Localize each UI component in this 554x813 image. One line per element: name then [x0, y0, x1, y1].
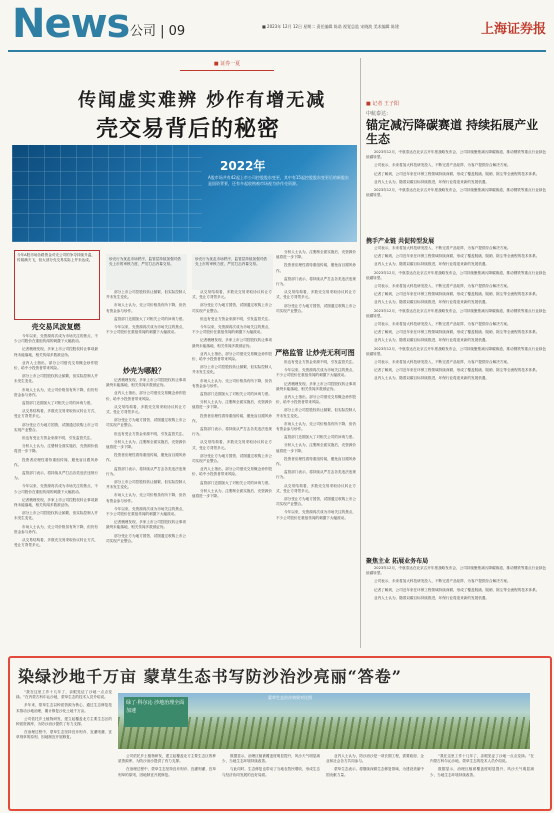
paragraph: “我在这里工作十几年了，亲眼见证了沙地一点点变绿。”在内蒙古科尔沁沙地，蒙草生态的技术人员介绍说。	[16, 690, 112, 700]
paragraph: 蒙草生态表示，将继续深耕生态修复领域，为建设美丽中国贡献力量。	[326, 767, 424, 777]
lead-column-4b	[276, 360, 356, 648]
paragraph: 业内人士认为，随着双碳目标持续推进，环保行业将迎来新的发展机遇。	[374, 595, 489, 600]
paragraph: 业内人士认为，随着双碳目标持续推进，环保行业将迎来新的发展机遇。	[374, 300, 489, 305]
paragraph: 部分受让方为地方国资，试图通过收购上市公司实现产业整合。	[14, 422, 98, 432]
paragraph: 分析人士认为，注册制全面实施后，壳资源价值将进一步下降。	[14, 444, 98, 454]
paragraph: 投资者应理性看待重组传闻，避免盲目跟风炒作。	[192, 413, 272, 423]
paragraph: 但也有受让方资金来源不明，引发监管关注。	[114, 431, 186, 436]
paragraph: 投资者应理性看待重组传闻，避免盲目跟风炒作。	[276, 456, 356, 467]
lead-quote: 炒壳行为扰乱市场秩序，监管层持续加强对借壳上市的审核力度，严厉打击内幕交易。	[106, 254, 187, 290]
paragraph: 部分上市公司控股权转让频繁，但实际控制人并未发生变化。	[106, 290, 186, 300]
feature-column-5	[430, 754, 534, 802]
paragraph: 市场人士认为，壳公司价格虽有所下降，但仍有资金参与炒作。	[14, 524, 98, 534]
paper-logo: 上海证券报	[480, 22, 546, 37]
paragraph: 但也有受让方资金来源不明，引发监管关注。	[22, 436, 94, 441]
feature-photo-caption: 蒙草生态治沙效果对比图	[268, 695, 312, 700]
feature-photo-label: 绿了·科尔沁 沙地治理全面加速	[124, 697, 188, 727]
paragraph: 公司依托乡土植物研发，建立起覆盖北方主要生态区的种质资源库，为防沙治沙提供了有力支撑。	[16, 716, 112, 727]
right-column-a	[366, 150, 546, 230]
paragraph: 今年以来，壳资源再次成为市场关注的焦点，不少公司股价在重组传闻的刺激下大幅波动。	[276, 368, 356, 378]
paragraph: 监管部门近期加大了对相关公司的问询力度。	[200, 480, 272, 485]
paragraph: 业内人士指出，部分公司借壳交易概念炒作股价，给中小投资者带来风险。	[192, 467, 272, 477]
paragraph: 数据显示，治理区植被覆盖度明显提升，风沙天气明显减少，当地生态环境持续改善。	[430, 767, 534, 777]
paragraph: 分析人士认为，注册制全面实施后，壳资源价值将进一步下降。	[192, 488, 272, 499]
lead-quote-2: 炒壳行为扰乱市场秩序，监管层持续加强对借壳上市的审核力度，严厉打击内幕交易。	[192, 254, 273, 290]
paragraph: 部分上市公司控股权转让频繁，但实际控制人并未发生变化。	[14, 511, 98, 521]
lead-intro-box	[14, 250, 100, 320]
paragraph: 分析人士认为，注册制全面实施后，壳资源价值将进一步下降。	[192, 400, 272, 410]
paragraph: 公司表示，未来将加大科技研发投入，不断完善产品矩阵，为客户提供综合解决方案。	[374, 284, 511, 289]
paragraph: 公司表示，未来将加大科技研发投入，不断完善产品矩阵，为客户提供综合解决方案。	[374, 322, 511, 327]
paragraph: 今年以来，壳资源再次成为市场关注的焦点，不少公司股价在重组传闻的刺激下大幅波动。	[106, 325, 186, 335]
paragraph: 业内人士认为，随着双碳目标持续推进，环保行业将迎来新的发展机遇。	[374, 262, 489, 267]
paragraph: 2023年12月，中航泰达在北京召开年度战略发布会，公司持续聚焦减污降碳赛道，推动钢铁等重点行业绿色低碳转型。	[366, 566, 546, 576]
paragraph: 监管部门表示，将持续从严打击各类违法违规行为。	[106, 466, 186, 476]
lead-sub-headline: 传闻虚实难辨 炒作有增无减	[78, 90, 327, 111]
paragraph: 市场人士认为，壳公司价格虽有所下降，但仍有资金参与炒作。	[106, 303, 186, 313]
right-column-b	[366, 246, 546, 550]
lead-column-4a	[276, 250, 356, 344]
paragraph: 市场人士认为，壳公司价格虽有所下降，但仍有资金参与炒作。	[106, 493, 186, 503]
lead-intro-text: 今年A股市场各路资金对壳公司的争夺持续升温，传闻满天飞，但大部分壳交易实际上并未达成。	[17, 253, 95, 263]
paragraph: 数据显示，治理区植被覆盖度明显提升，风沙天气明显减少，当地生态环境持续改善。	[222, 754, 320, 764]
paragraph: 业内人士指出，部分公司借壳交易概念炒作股价，给中小投资者带来风险。	[106, 391, 186, 401]
paragraph: 部分上市公司控股权转让频繁，但实际控制人并未发生变化。	[106, 480, 186, 490]
paragraph: 分析人士认为，注册制全面实施后，壳资源价值将进一步下降。	[106, 439, 186, 450]
paragraph: 部分受让方为地方国资，试图通过收购上市公司实现产业整合。	[192, 303, 272, 313]
paragraph: 部分受让方为地方国资，试图通过收购上市公司实现产业整合。	[192, 453, 272, 464]
paragraph: 业内人士认为，随着双碳目标持续推进，环保行业将迎来新的发展机遇。	[374, 338, 489, 343]
paragraph: 从交易结构看，多数壳交易采取协议转让方式，受让方背景多元。	[14, 409, 98, 419]
paragraph: 业内人士指出，部分公司借壳交易概念炒作股价，给中小投资者带来风险。	[276, 395, 356, 405]
paragraph: 在治理过程中，蒙草生态坚持宜乔则乔、宜灌则灌、宜草则草的原则，因地制宜开展修复。	[16, 730, 112, 740]
paragraph: 部分上市公司控股权转让频繁，但实际控制人并未发生变化。	[276, 408, 356, 418]
paragraph: 监管部门近期加大了对相关公司的问询力度。	[284, 435, 356, 440]
paragraph: 从交易结构看，多数壳交易采取协议转让方式，受让方背景多元。	[276, 290, 356, 300]
right-kicker: ■ 记者 王子阳	[366, 101, 399, 107]
paragraph: 投资者应理性看待重组传闻，避免盲目跟风炒作。	[14, 457, 98, 467]
paragraph: 部分受让方为地方国资，试图通过收购上市公司实现产业整合。	[276, 303, 356, 313]
paragraph: 多年来，蒙草生态以种质资源为核心，通过生态修复技术推动沙地治理，累计修复沙化土地千万亩。	[16, 703, 112, 713]
hero-building-pattern	[12, 145, 202, 242]
right-column-c	[366, 566, 546, 648]
masthead-divider	[8, 50, 546, 52]
right-subhead-2: 聚焦主业 拓展业务布局	[366, 558, 429, 565]
right-headline: 锚定减污降碳赛道 持续拓展产业生态	[366, 118, 539, 146]
paragraph: 市场人士认为，壳公司价格虽有所下降，但仍有资金参与炒作。	[14, 387, 98, 397]
right-subhead-1: 携手产业链 共促转型发展	[366, 238, 435, 245]
paragraph: 2023年12月，中航泰达在北京召开年度战略发布会，公司持续聚焦减污降碳赛道，推动钢铁等重点行业绿色低碳转型。	[366, 270, 546, 280]
paragraph: 2023年12月，中航泰达在北京召开年度战略发布会，公司持续聚焦减污降碳赛道，推动钢铁等重点行业绿色低碳转型。	[366, 150, 546, 160]
lead-column-2a	[106, 290, 186, 362]
lead-headline: 壳交易背后的秘密	[96, 116, 281, 142]
hero-text: A股市场共有42起上市公司控股股东变更，其中有15起控股股东变更后的新股东是国资背景，还有多起收购被市场视为炒作壳资源。	[208, 175, 349, 186]
paragraph: 公司表示，未来将加大科技研发投入，不断完善产品矩阵，为客户提供综合解决方案。	[374, 163, 511, 168]
lead-section-1: 壳交易风波复燃	[31, 323, 81, 331]
paragraph: 监管部门近期加大了对相关公司的问询力度。	[200, 392, 272, 397]
paragraph: 今年以来，壳资源再次成为市场关注的焦点，不少公司股价在重组传闻的刺激下大幅波动。	[276, 510, 356, 520]
paragraph: 今年以来，壳资源再次成为市场关注的焦点，不少公司股价在重组传闻的刺激下大幅波动。	[106, 506, 186, 517]
paragraph: 部分受让方为地方国资，试图通过收购上市公司实现产业整合。	[276, 497, 356, 507]
feature-photo	[118, 693, 530, 749]
right-company: 中航泰达：	[366, 111, 392, 117]
masthead-meta: ■ 2023年 12月 12日 星期二 责任编辑 陈诺 视觉总监 宋晓波 美术编辑 陈建	[262, 24, 399, 29]
paragraph: 监管部门表示，将持续从严打击各类违法违规行为。	[192, 427, 272, 437]
feature-column-3	[222, 754, 320, 802]
paragraph: 从交易结构看，多数壳交易采取协议转让方式，受让方背景多元。	[192, 290, 272, 300]
paragraph: 但也有受让方资金来源不明，引发监管关注。	[284, 360, 356, 364]
lead-column-3	[192, 290, 272, 648]
paragraph: “我在这里工作十几年了，亲眼见证了沙地一点点变绿。”在内蒙古科尔沁沙地，蒙草生态的技术人员介绍说。	[430, 754, 534, 764]
paragraph: 市场人士认为，壳公司价格虽有所下降，但仍有资金参与炒作。	[192, 378, 272, 388]
paragraph: 从交易结构看，多数壳交易采取协议转让方式，受让方背景多元。	[14, 538, 98, 548]
section-label: 公司 | 09	[130, 24, 186, 39]
paragraph: 部分上市公司控股权转让频繁，但实际控制人并未发生变化。	[192, 365, 272, 375]
paragraph: 业内人士指出，部分公司借壳交易概念炒作股价，给中小投资者带来风险。	[192, 351, 272, 362]
paragraph: 2023年12月，中航泰达在北京召开年度战略发布会，公司持续聚焦减污降碳赛道，推动钢铁等重点行业绿色低碳转型。	[366, 308, 546, 318]
paragraph: 但也有受让方资金来源不明，引发监管关注。	[200, 316, 272, 321]
lead-column-1	[14, 334, 98, 648]
hero-year: 2022年	[220, 159, 266, 173]
paragraph: 监管部门近期加大了对相关公司的问询力度。	[114, 316, 186, 321]
lead-kicker: ■ 证券一夏	[180, 60, 274, 71]
paragraph: 今年以来，壳资源再次成为市场关注的焦点，不少公司股价在重组传闻的刺激下大幅波动。	[192, 325, 272, 335]
feature-column-1	[16, 690, 112, 802]
paragraph: 监管部门表示，将持续从严打击各类违法违规行为。	[276, 276, 356, 287]
paragraph: 记者了解到，公司近年来在环保工程领域持续深耕，形成了覆盖脱硫、脱硝、除尘等全流程的技术体系。	[374, 292, 540, 297]
paragraph: 2023年12月，中航泰达在北京召开年度战略发布会，公司持续聚焦减污降碳赛道，推动钢铁等重点行业绿色低碳转型。	[366, 188, 546, 198]
paragraph: 记者梳理发现，多家上市公司控股权转让事项最终未能落地，相关传闻多数被证伪。	[192, 338, 272, 348]
paragraph: 记者了解到，公司近年来在环保工程领域持续深耕，形成了覆盖脱硫、脱硝、除尘等全流程的技术体系。	[374, 330, 540, 335]
lead-column-2b	[106, 378, 186, 648]
paragraph: 记者了解到，公司近年来在环保工程领域持续深耕，形成了覆盖脱硫、脱硝、除尘等全流程的技术体系。	[374, 587, 540, 592]
feature-headline: 染绿沙地千万亩 蒙草生态书写防沙治沙亮丽“答卷”	[18, 667, 402, 686]
paragraph: 记者了解到，公司近年来在环保工程领域持续深耕，形成了覆盖脱硫、脱硝、除尘等全流程的技术体系。	[374, 254, 540, 259]
paragraph: 从交易结构看，多数壳交易采取协议转让方式，受让方背景多元。	[192, 440, 272, 450]
paragraph: 今年以来，壳资源再次成为市场关注的焦点，不少公司股价在重组传闻的刺激下大幅波动。	[14, 334, 98, 344]
paragraph: 业内人士认为，随着双碳目标持续推进，环保行业将迎来新的发展机遇。	[374, 179, 489, 184]
lead-section-2: 炒壳为哪般？	[123, 367, 165, 375]
paragraph: 业内人士认为，防沙治沙是一项长期工程，需要政府、企业和社会各方共同参与。	[326, 754, 424, 764]
paragraph: 记者了解到，公司近年来在环保工程领域持续深耕，形成了覆盖脱硫、脱硝、除尘等全流程的技术体系。	[374, 171, 540, 176]
paragraph: 监管部门表示，将持续从严打击各类违法违规行为。	[14, 471, 98, 481]
paragraph: 业内人士指出，部分公司借壳交易概念炒作股价，给中小投资者带来风险。	[14, 360, 98, 371]
feature-column-4	[326, 754, 424, 802]
paragraph: 公司表示，未来将加大科技研发投入，不断完善产品矩阵，为客户提供综合解决方案。	[374, 246, 511, 250]
paragraph: 分析人士认为，注册制全面实施后，壳资源价值将进一步下降。	[276, 250, 356, 260]
paragraph: 投资者应理性看待重组传闻，避免盲目跟风炒作。	[106, 453, 186, 463]
paragraph: 与此同时，生态修复也带动了当地农牧民增收，形成生态与经济协同发展的良好局面。	[222, 767, 320, 777]
paragraph: 监管部门表示，将持续从严打击各类违法违规行为。	[276, 470, 356, 480]
column-divider	[360, 58, 361, 648]
paragraph: 部分受让方为地方国资，试图通过收购上市公司实现产业整合。	[106, 533, 186, 543]
paragraph: 投资者应理性看待重组传闻，避免盲目跟风炒作。	[276, 263, 356, 273]
paragraph: 记者了解到，公司近年来在环保工程领域持续深耕，形成了覆盖脱硫、脱硝、除尘等全流程的技术体系。	[374, 368, 540, 373]
masthead-title: News	[12, 1, 130, 47]
paragraph: 记者梳理发现，多家上市公司控股权转让事项最终未能落地，相关传闻多数被证伪。	[14, 347, 98, 357]
paragraph: 记者梳理发现，多家上市公司控股权转让事项最终未能落地，相关传闻多数被证伪。	[14, 497, 98, 508]
paragraph: 业内人士认为，随着双碳目标持续推进，环保行业将迎来新的发展机遇。	[374, 376, 489, 381]
paragraph: 2023年12月，中航泰达在北京召开年度战略发布会，公司持续聚焦减污降碳赛道，推动钢铁等重点行业绿色低碳转型。	[366, 346, 546, 356]
paragraph: 记者梳理发现，多家上市公司控股权转让事项最终未能落地，相关传闻多数被证伪。	[106, 520, 186, 530]
paragraph: 记者梳理发现，多家上市公司控股权转让事项最终未能落地，相关传闻多数被证伪。	[106, 378, 186, 388]
paragraph: 分析人士认为，注册制全面实施后，壳资源价值将进一步下降。	[276, 443, 356, 453]
paragraph: 记者梳理发现，多家上市公司控股权转让事项最终未能落地，相关传闻多数被证伪。	[276, 381, 356, 391]
paragraph: 部分受让方为地方国资，试图通过收购上市公司实现产业整合。	[106, 418, 186, 428]
paragraph: 从交易结构看，多数壳交易采取协议转让方式，受让方背景多元。	[276, 483, 356, 493]
lead-hero-image	[12, 145, 357, 242]
feature-column-2	[118, 754, 216, 802]
lead-section-3: 严格监管 让炒壳无利可图	[275, 349, 355, 357]
paragraph: 在治理过程中，蒙草生态坚持宜乔则乔、宜灌则灌、宜草则草的原则，因地制宜开展修复。	[118, 767, 216, 777]
paragraph: 公司表示，未来将加大科技研发投入，不断完善产品矩阵，为客户提供综合解决方案。	[374, 360, 511, 365]
paragraph: 部分上市公司控股权转让频繁，但实际控制人并未发生变化。	[14, 374, 98, 384]
paragraph: 监管部门近期加大了对相关公司的问询力度。	[22, 401, 94, 406]
paragraph: 公司依托乡土植物研发，建立起覆盖北方主要生态区的种质资源库，为防沙治沙提供了有力支撑。	[118, 754, 216, 764]
paragraph: 公司表示，未来将加大科技研发投入，不断完善产品矩阵，为客户提供综合解决方案。	[374, 579, 511, 584]
paragraph: 今年以来，壳资源再次成为市场关注的焦点，不少公司股价在重组传闻的刺激下大幅波动。	[14, 484, 98, 494]
paragraph: 市场人士认为，壳公司价格虽有所下降，但仍有资金参与炒作。	[276, 421, 356, 432]
paragraph: 从交易结构看，多数壳交易采取协议转让方式，受让方背景多元。	[106, 404, 186, 415]
